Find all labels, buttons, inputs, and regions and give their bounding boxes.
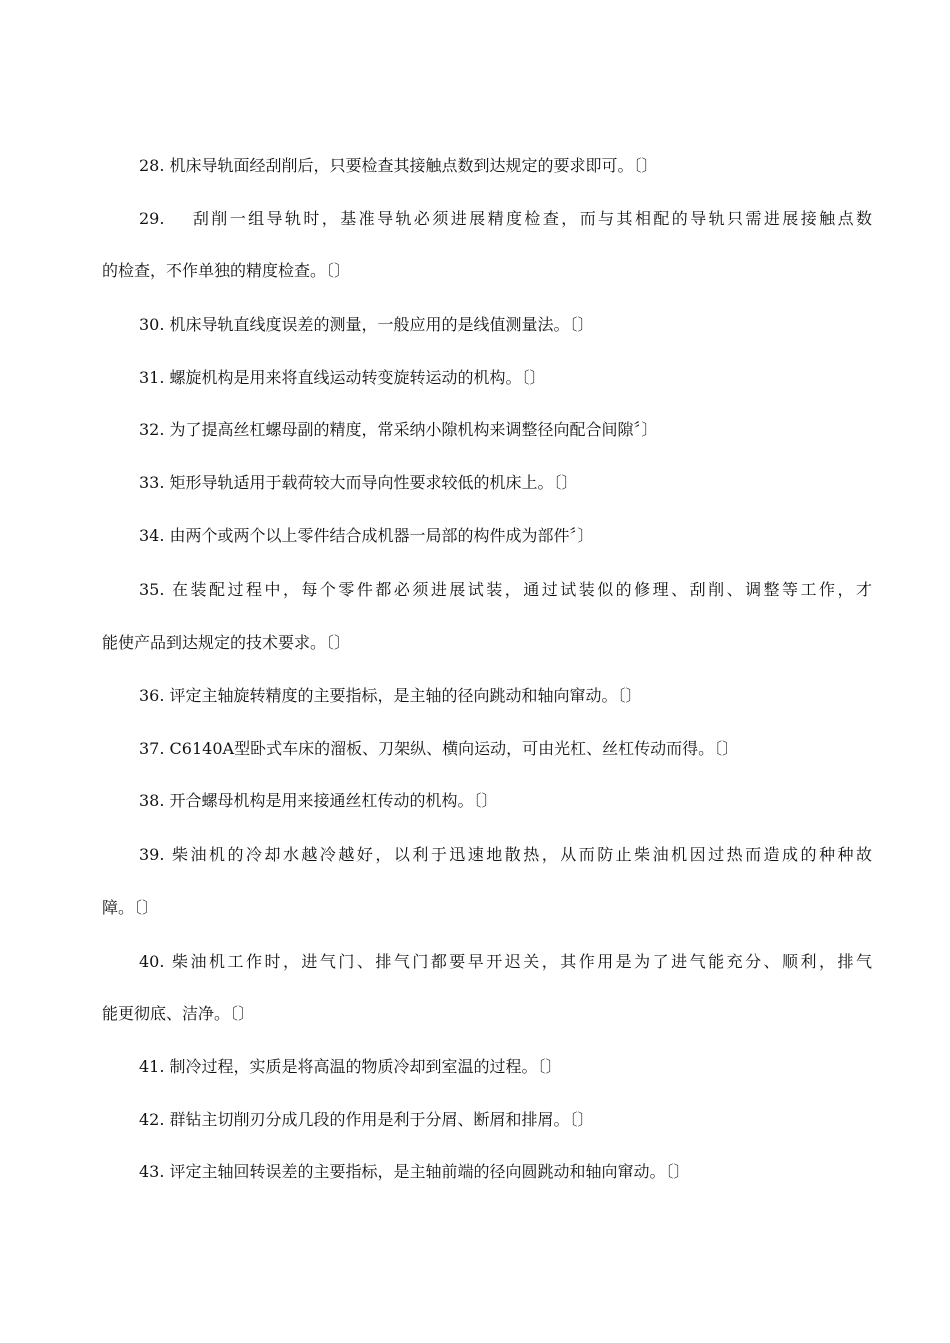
question-number: 32. — [139, 420, 165, 439]
question-number: 43. — [139, 1162, 165, 1181]
question-text: 刮削一组导轨时，基准导轨必须进展精度检查，而与其相配的导轨只需进展接触点数 — [190, 209, 872, 228]
question-43 — [102, 1159, 872, 1185]
question-text: 由两个或两个以上零件结合成机器一局部的构件成为部件〞〕 — [169, 526, 594, 545]
question-34 — [102, 523, 872, 549]
question-number: 37. — [139, 739, 165, 758]
question-text: 螺旋机构是用来将直线运动转变旋转运动的机构。〔〕 — [169, 368, 546, 387]
question-text: 机床导轨直线度误差的测量，一般应用的是线值测量法。〔〕 — [169, 315, 594, 334]
question-text: C6140A型卧式车床的溜板、刀架纵、横向运动，可由光杠、丝杠传动而得。〔〕 — [169, 739, 739, 758]
question-35-continuation — [102, 630, 872, 656]
question-text: 评定主轴回转误差的主要指标，是主轴前端的径向圆跳动和轴向窜动。〔〕 — [169, 1162, 690, 1181]
question-40 — [102, 949, 872, 975]
question-29-continuation — [102, 258, 872, 284]
question-text-continuation: 能使产品到达规定的技术要求。〔〕 — [102, 633, 351, 652]
question-text: 柴油机工作时，进气门、排气门都要早开迟关，其作用是为了进气能充分、顺利，排气 — [172, 952, 872, 971]
question-30 — [102, 312, 872, 338]
question-text-continuation: 障。〔〕 — [102, 898, 159, 917]
question-number: 29. — [139, 209, 165, 228]
question-29 — [102, 206, 872, 232]
question-42 — [102, 1107, 872, 1133]
question-36 — [102, 683, 872, 709]
question-33 — [102, 470, 872, 496]
question-text: 群钻主切削刃分成几段的作用是利于分屑、断屑和排屑。〔〕 — [169, 1110, 594, 1129]
question-38 — [102, 788, 872, 814]
question-number: 33. — [139, 473, 165, 492]
question-40-continuation — [102, 1001, 872, 1027]
question-28 — [102, 153, 872, 179]
question-text: 开合螺母机构是用来接通丝杠传动的机构。〔〕 — [169, 791, 498, 810]
question-text: 评定主轴旋转精度的主要指标，是主轴的径向跳动和轴向窜动。〔〕 — [169, 686, 642, 705]
question-number: 39. — [139, 845, 165, 864]
question-39 — [102, 842, 872, 868]
question-39-continuation — [102, 895, 872, 921]
question-37 — [102, 736, 872, 762]
question-number: 30. — [139, 315, 165, 334]
question-number: 31. — [139, 368, 165, 387]
question-text: 在装配过程中，每个零件都必须进展试装，通过试装似的修理、刮削、调整等工作，才 — [172, 580, 872, 599]
question-number: 36. — [139, 686, 165, 705]
question-number: 34. — [139, 526, 165, 545]
question-32 — [102, 417, 872, 443]
question-31 — [102, 365, 872, 391]
question-number: 28. — [139, 156, 165, 175]
question-text-continuation: 能更彻底、洁净。〔〕 — [102, 1004, 255, 1023]
question-41 — [102, 1054, 872, 1080]
question-text: 柴油机的冷却水越冷越好，以利于迅速地散热，从而防止柴油机因过热而造成的种种故 — [172, 845, 872, 864]
question-number: 40. — [139, 952, 165, 971]
question-text: 矩形导轨适用于载荷较大而导向性要求较低的机床上。〔〕 — [169, 473, 578, 492]
question-text: 机床导轨面经刮削后，只要检查其接触点数到达规定的要求即可。〔〕 — [169, 156, 658, 175]
question-number: 35. — [139, 580, 165, 599]
question-number: 42. — [139, 1110, 165, 1129]
question-text: 制冷过程，实质是将高温的物质冷却到室温的过程。〔〕 — [169, 1057, 562, 1076]
question-text-continuation: 的检查，不作单独的精度检查。〔〕 — [102, 261, 351, 280]
question-number: 41. — [139, 1057, 165, 1076]
question-35 — [102, 577, 872, 603]
question-text: 为了提高丝杠螺母副的精度，常采纳小隙机构来调整径向配合间隙〞〕 — [169, 420, 658, 439]
question-number: 38. — [139, 791, 165, 810]
